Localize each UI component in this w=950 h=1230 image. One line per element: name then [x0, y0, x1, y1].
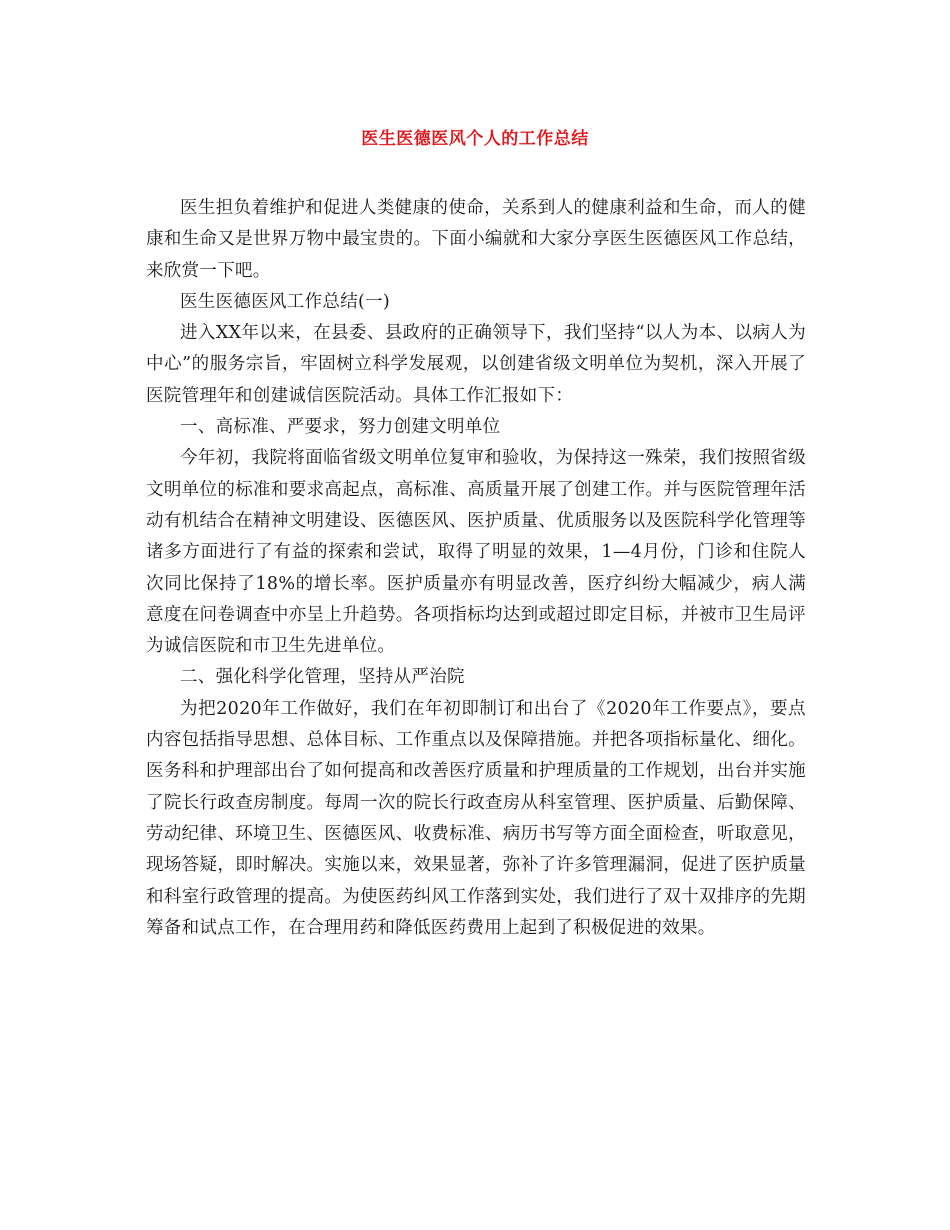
- section-heading-2: 二、强化科学化管理，坚持从严治院: [180, 667, 465, 688]
- paragraph-opening: 进入XX年以来，在县委、县政府的正确领导下，我们坚持“以人为本、以病人为中心”的服务宗旨，牢固树立科学发展观，以创建省级文明单位为契机，深入开展了医院管理年和创建诚信医院活动。具体工作汇报如下：: [146, 323, 806, 406]
- document-title: 医生医德医风个人的工作总结: [361, 129, 589, 149]
- paragraph-section-2: 为把2020年工作做好，我们在年初即制订和出台了《2020年工作要点》，要点内容包括指导思想、总体目标、工作重点以及保障措施。并把各项指标量化、细化。医务科和护理部出台了如何提高和改善医疗质量和护理质量的工作规划，出台并实施了院长行政查房制度。每周一次的院长行政查房从科室管理、医护质量、后勤保障、劳动纪律、环境卫生、医德医风、收费标准、病历书写等方面全面检查，听取意见，现场答疑，即时解决。实施以来，效果显著，弥补了许多管理漏洞，促进了医护质量和科室行政管理的提高。为使医药纠风工作落到实处，我们进行了双十双排序的先期筹备和试点工作，在合理用药和降低医药费用上起到了积极促进的效果。: [146, 698, 806, 938]
- paragraph-section-1: 今年初，我院将面临省级文明单位复审和验收，为保持这一殊荣，我们按照省级文明单位的标准和要求高起点，高标准、高质量开展了创建工作。并与医院管理年活动有机结合在精神文明建设、医德医风、医护质量、优质服务以及医院科学化管理等诸多方面进行了有益的探索和尝试，取得了明显的效果，1—4月份，门诊和住院人次同比保持了18%的增长率。医护质量亦有明显改善，医疗纠纷大幅减少，病人满意度在问卷调查中亦呈上升趋势。各项指标均达到或超过即定目标，并被市卫生局评为诚信医院和市卫生先进单位。: [146, 448, 806, 657]
- section-heading-summary-1: 医生医德医风工作总结(一): [180, 291, 391, 312]
- section-heading-1: 一、高标准、严要求，努力创建文明单位: [180, 417, 501, 438]
- document-body: [146, 193, 806, 944]
- paragraph-intro: 医生担负着维护和促进人类健康的使命，关系到人的健康利益和生命，而人的健康和生命又是世界万物中最宝贵的。下面小编就和大家分享医生医德医风工作总结，来欣赏一下吧。: [146, 198, 806, 281]
